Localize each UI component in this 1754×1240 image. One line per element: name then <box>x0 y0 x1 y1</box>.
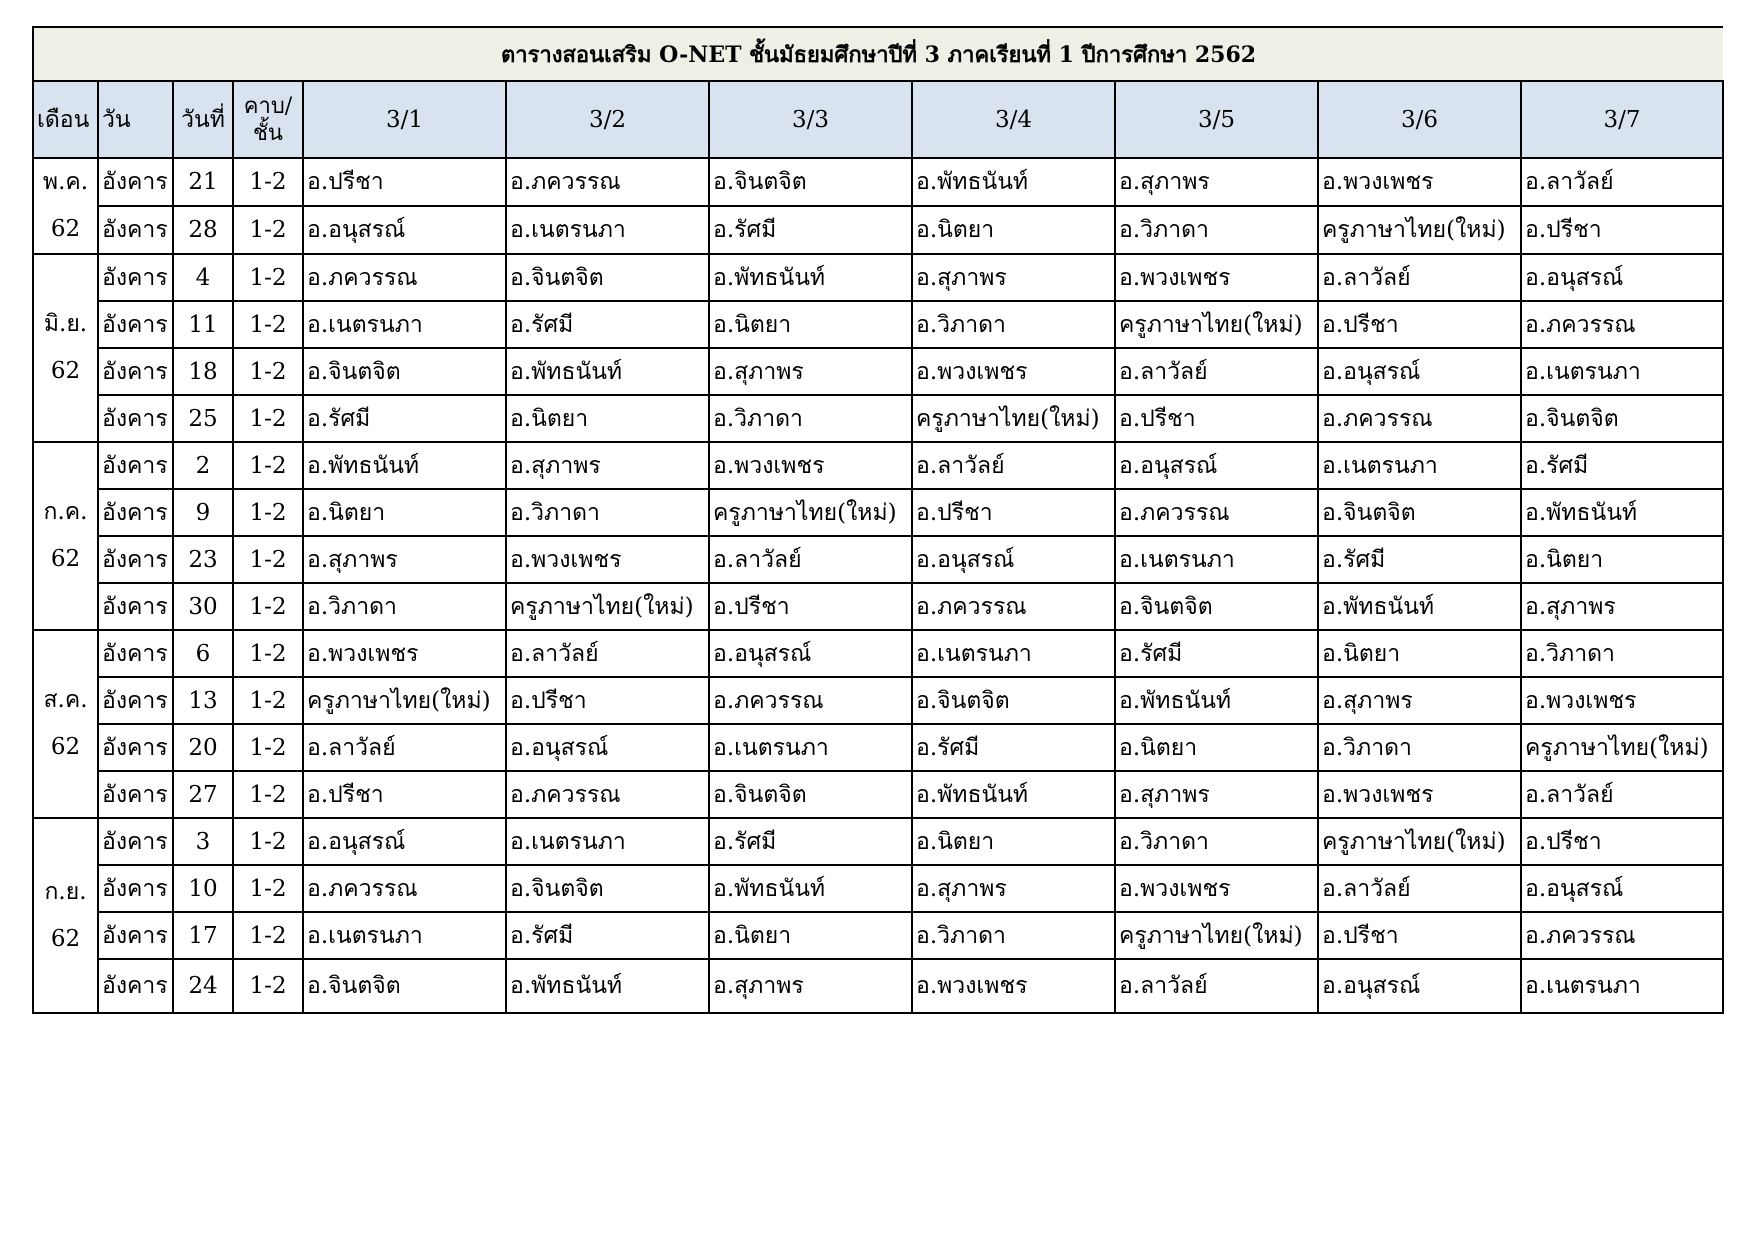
teacher-cell: อ.อนุสรณ์ <box>912 536 1115 583</box>
teacher-cell: อ.วิภาดา <box>709 395 912 442</box>
teacher-cell: อ.ปรีชา <box>912 489 1115 536</box>
teacher-cell: อ.รัศมี <box>709 818 912 865</box>
teacher-cell: อ.เนตรนภา <box>709 724 912 771</box>
date-cell: 28 <box>173 206 233 254</box>
schedule-table <box>32 26 1724 1014</box>
page-title: ตารางสอนเสริม O-NET ชั้นมัธยมศึกษาปีที่ 3 ภาคเรียนที่ 1 ปีการศึกษา 2562 <box>33 27 1723 81</box>
teacher-cell: อ.ภควรรณ <box>1521 301 1723 348</box>
day-cell: อังคาร <box>98 583 173 630</box>
teacher-cell: อ.รัศมี <box>506 912 709 959</box>
teacher-cell: อ.จินตจิต <box>303 959 506 1013</box>
month-cell <box>33 442 98 630</box>
teacher-cell: อ.จินตจิต <box>1318 489 1521 536</box>
period-cell: 1-2 <box>233 959 303 1013</box>
teacher-cell: อ.วิภาดา <box>912 301 1115 348</box>
teacher-cell: อ.รัศมี <box>303 395 506 442</box>
date-cell: 20 <box>173 724 233 771</box>
month-cell <box>33 818 98 1013</box>
date-cell: 27 <box>173 771 233 818</box>
header-class-3-7: 3/7 <box>1521 81 1723 158</box>
teacher-cell: อ.พัทธนันท์ <box>1521 489 1723 536</box>
month-cell <box>33 158 98 254</box>
teacher-cell: อ.อนุสรณ์ <box>303 818 506 865</box>
teacher-cell: อ.ภควรรณ <box>1115 489 1318 536</box>
table-row <box>33 865 1723 912</box>
table-row <box>33 536 1723 583</box>
month-cell <box>33 630 98 818</box>
teacher-cell: อ.อนุสรณ์ <box>1521 865 1723 912</box>
day-cell: อังคาร <box>98 301 173 348</box>
teacher-cell: อ.สุภาพร <box>709 959 912 1013</box>
month-year: 62 <box>50 925 81 952</box>
teacher-cell: อ.พัทธนันท์ <box>506 348 709 395</box>
table-row <box>33 724 1723 771</box>
period-cell: 1-2 <box>233 254 303 301</box>
month-year: 62 <box>50 734 81 760</box>
teacher-cell: อ.จินตจิต <box>506 865 709 912</box>
teacher-cell: อ.ปรีชา <box>1318 912 1521 959</box>
teacher-cell: อ.ภควรรณ <box>709 677 912 724</box>
header-class-3-2: 3/2 <box>506 81 709 158</box>
teacher-cell: อ.สุภาพร <box>303 536 506 583</box>
teacher-cell: ครูภาษาไทย(ใหม่) <box>1318 206 1521 254</box>
teacher-cell: อ.พัทธนันท์ <box>506 959 709 1013</box>
teacher-cell: อ.สุภาพร <box>912 254 1115 301</box>
table-row <box>33 348 1723 395</box>
teacher-cell: ครูภาษาไทย(ใหม่) <box>1115 912 1318 959</box>
teacher-cell: อ.ภควรรณ <box>506 771 709 818</box>
teacher-cell: อ.สุภาพร <box>506 442 709 489</box>
teacher-cell: อ.พวงเพชร <box>1115 865 1318 912</box>
teacher-cell: อ.ปรีชา <box>1115 395 1318 442</box>
date-cell: 4 <box>173 254 233 301</box>
teacher-cell: อ.ลาวัลย์ <box>303 724 506 771</box>
teacher-cell: อ.เนตรนภา <box>303 912 506 959</box>
date-cell: 30 <box>173 583 233 630</box>
teacher-cell: อ.เนตรนภา <box>912 630 1115 677</box>
teacher-cell: อ.ลาวัลย์ <box>912 442 1115 489</box>
title-row <box>33 27 1723 81</box>
day-cell: อังคาร <box>98 348 173 395</box>
table-row <box>33 912 1723 959</box>
teacher-cell: อ.นิตยา <box>1318 630 1521 677</box>
header-date: วันที่ <box>173 81 233 158</box>
teacher-cell: อ.อนุสรณ์ <box>1115 442 1318 489</box>
date-cell: 21 <box>173 158 233 206</box>
teacher-cell: อ.ภควรรณ <box>1521 912 1723 959</box>
table-row <box>33 583 1723 630</box>
day-cell: อังคาร <box>98 865 173 912</box>
header-class-3-1: 3/1 <box>303 81 506 158</box>
teacher-cell: อ.สุภาพร <box>709 348 912 395</box>
teacher-cell: อ.พัทธนันท์ <box>1115 677 1318 724</box>
teacher-cell: อ.ลาวัลย์ <box>506 630 709 677</box>
date-cell: 18 <box>173 348 233 395</box>
teacher-cell: อ.อนุสรณ์ <box>303 206 506 254</box>
teacher-cell: อ.อนุสรณ์ <box>709 630 912 677</box>
day-cell: อังคาร <box>98 677 173 724</box>
day-cell: อังคาร <box>98 536 173 583</box>
teacher-cell: อ.พวงเพชร <box>1115 254 1318 301</box>
teacher-cell: อ.เนตรนภา <box>1115 536 1318 583</box>
month-year: 62 <box>50 546 81 572</box>
teacher-cell: อ.นิตยา <box>506 395 709 442</box>
period-cell: 1-2 <box>233 677 303 724</box>
table-row <box>33 301 1723 348</box>
teacher-cell: อ.เนตรนภา <box>1521 348 1723 395</box>
table-row <box>33 254 1723 301</box>
table-row <box>33 442 1723 489</box>
header-period-line2: ชั้น <box>253 120 283 146</box>
teacher-cell: อ.ภควรรณ <box>1318 395 1521 442</box>
teacher-cell: อ.จินตจิต <box>506 254 709 301</box>
teacher-cell: อ.พัทธนันท์ <box>709 865 912 912</box>
period-cell: 1-2 <box>233 536 303 583</box>
teacher-cell: อ.พัทธนันท์ <box>303 442 506 489</box>
teacher-cell: อ.อนุสรณ์ <box>1318 959 1521 1013</box>
teacher-cell: อ.จินตจิต <box>709 158 912 206</box>
teacher-cell: ครูภาษาไทย(ใหม่) <box>1115 301 1318 348</box>
teacher-cell: อ.รัศมี <box>1318 536 1521 583</box>
day-cell: อังคาร <box>98 489 173 536</box>
teacher-cell: อ.ลาวัลย์ <box>1318 254 1521 301</box>
date-cell: 23 <box>173 536 233 583</box>
period-cell: 1-2 <box>233 489 303 536</box>
header-day: วัน <box>98 81 173 158</box>
teacher-cell: อ.อนุสรณ์ <box>1318 348 1521 395</box>
month-label: พ.ค. <box>42 169 89 195</box>
period-cell: 1-2 <box>233 771 303 818</box>
date-cell: 24 <box>173 959 233 1013</box>
schedule-body <box>33 158 1723 1013</box>
day-cell: อังคาร <box>98 442 173 489</box>
teacher-cell: อ.จินตจิต <box>709 771 912 818</box>
teacher-cell: อ.นิตยา <box>912 206 1115 254</box>
day-cell: อังคาร <box>98 158 173 206</box>
teacher-cell: อ.พวงเพชร <box>1318 158 1521 206</box>
table-row <box>33 489 1723 536</box>
teacher-cell: อ.เนตรนภา <box>506 818 709 865</box>
teacher-cell: อ.นิตยา <box>709 301 912 348</box>
teacher-cell: อ.ลาวัลย์ <box>709 536 912 583</box>
day-cell: อังคาร <box>98 724 173 771</box>
teacher-cell: อ.เนตรนภา <box>1318 442 1521 489</box>
teacher-cell: อ.วิภาดา <box>1115 206 1318 254</box>
month-label: มิ.ย. <box>43 311 88 337</box>
day-cell: อังคาร <box>98 206 173 254</box>
header-class-3-6: 3/6 <box>1318 81 1521 158</box>
period-cell: 1-2 <box>233 206 303 254</box>
day-cell: อังคาร <box>98 771 173 818</box>
teacher-cell: อ.พัทธนันท์ <box>912 771 1115 818</box>
month-label: ส.ค. <box>43 687 88 713</box>
teacher-cell: อ.พวงเพชร <box>506 536 709 583</box>
period-cell: 1-2 <box>233 724 303 771</box>
teacher-cell: อ.นิตยา <box>303 489 506 536</box>
teacher-cell: อ.ลาวัลย์ <box>1318 865 1521 912</box>
table-row <box>33 959 1723 1013</box>
teacher-cell: อ.นิตยา <box>1521 536 1723 583</box>
teacher-cell: อ.ปรีชา <box>1318 301 1521 348</box>
date-cell: 2 <box>173 442 233 489</box>
date-cell: 13 <box>173 677 233 724</box>
header-class-3-5: 3/5 <box>1115 81 1318 158</box>
teacher-cell: อ.ปรีชา <box>506 677 709 724</box>
teacher-cell: อ.จินตจิต <box>1521 395 1723 442</box>
table-row <box>33 677 1723 724</box>
header-period-line1: คาบ/ <box>243 93 293 119</box>
date-cell: 3 <box>173 818 233 865</box>
teacher-cell: อ.สุภาพร <box>1115 158 1318 206</box>
teacher-cell: อ.ปรีชา <box>303 158 506 206</box>
teacher-cell: อ.พัทธนันท์ <box>912 158 1115 206</box>
teacher-cell: อ.พวงเพชร <box>912 348 1115 395</box>
day-cell: อังคาร <box>98 912 173 959</box>
period-cell: 1-2 <box>233 348 303 395</box>
teacher-cell: อ.สุภาพร <box>1521 583 1723 630</box>
teacher-cell: อ.ภควรรณ <box>912 583 1115 630</box>
teacher-cell: อ.อนุสรณ์ <box>1521 254 1723 301</box>
teacher-cell: ครูภาษาไทย(ใหม่) <box>506 583 709 630</box>
teacher-cell: อ.ภควรรณ <box>506 158 709 206</box>
day-cell: อังคาร <box>98 395 173 442</box>
month-year: 62 <box>50 216 81 242</box>
day-cell: อังคาร <box>98 818 173 865</box>
teacher-cell: อ.วิภาดา <box>1318 724 1521 771</box>
date-cell: 11 <box>173 301 233 348</box>
teacher-cell: อ.นิตยา <box>912 818 1115 865</box>
table-row <box>33 395 1723 442</box>
teacher-cell: อ.พวงเพชร <box>1318 771 1521 818</box>
teacher-cell: อ.รัศมี <box>709 206 912 254</box>
day-cell: อังคาร <box>98 630 173 677</box>
period-cell: 1-2 <box>233 158 303 206</box>
teacher-cell: อ.วิภาดา <box>1115 818 1318 865</box>
teacher-cell: อ.ปรีชา <box>1521 206 1723 254</box>
teacher-cell: อ.วิภาดา <box>1521 630 1723 677</box>
teacher-cell: อ.เนตรนภา <box>1521 959 1723 1013</box>
table-row <box>33 818 1723 865</box>
teacher-cell: ครูภาษาไทย(ใหม่) <box>1318 818 1521 865</box>
teacher-cell: อ.สุภาพร <box>1115 771 1318 818</box>
period-cell: 1-2 <box>233 301 303 348</box>
header-month: เดือน <box>33 81 98 158</box>
teacher-cell: อ.พวงเพชร <box>709 442 912 489</box>
table-row <box>33 206 1723 254</box>
teacher-cell: อ.ลาวัลย์ <box>1521 771 1723 818</box>
period-cell: 1-2 <box>233 442 303 489</box>
teacher-cell: อ.จินตจิต <box>303 348 506 395</box>
teacher-cell: อ.ลาวัลย์ <box>1115 959 1318 1013</box>
header-class-3-4: 3/4 <box>912 81 1115 158</box>
teacher-cell: ครูภาษาไทย(ใหม่) <box>912 395 1115 442</box>
teacher-cell: อ.รัศมี <box>1115 630 1318 677</box>
teacher-cell: อ.นิตยา <box>1115 724 1318 771</box>
month-label: ก.ย. <box>44 878 87 905</box>
teacher-cell: อ.วิภาดา <box>506 489 709 536</box>
teacher-cell: อ.รัศมี <box>1521 442 1723 489</box>
period-cell: 1-2 <box>233 583 303 630</box>
header-period <box>233 81 303 158</box>
month-year: 62 <box>50 358 81 384</box>
header-row <box>33 81 1723 158</box>
period-cell: 1-2 <box>233 912 303 959</box>
period-cell: 1-2 <box>233 395 303 442</box>
header-class-3-3: 3/3 <box>709 81 912 158</box>
teacher-cell: ครูภาษาไทย(ใหม่) <box>303 677 506 724</box>
teacher-cell: อ.ลาวัลย์ <box>1115 348 1318 395</box>
date-cell: 9 <box>173 489 233 536</box>
teacher-cell: อ.ลาวัลย์ <box>1521 158 1723 206</box>
teacher-cell: อ.รัศมี <box>506 301 709 348</box>
teacher-cell: อ.พวงเพชร <box>912 959 1115 1013</box>
teacher-cell: อ.ปรีชา <box>303 771 506 818</box>
teacher-cell: อ.พวงเพชร <box>1521 677 1723 724</box>
teacher-cell: ครูภาษาไทย(ใหม่) <box>709 489 912 536</box>
day-cell: อังคาร <box>98 959 173 1013</box>
date-cell: 6 <box>173 630 233 677</box>
teacher-cell: ครูภาษาไทย(ใหม่) <box>1521 724 1723 771</box>
teacher-cell: อ.ปรีชา <box>1521 818 1723 865</box>
teacher-cell: อ.สุภาพร <box>1318 677 1521 724</box>
day-cell: อังคาร <box>98 254 173 301</box>
table-row <box>33 630 1723 677</box>
teacher-cell: อ.ปรีชา <box>709 583 912 630</box>
teacher-cell: อ.จินตจิต <box>1115 583 1318 630</box>
teacher-cell: อ.วิภาดา <box>303 583 506 630</box>
teacher-cell: อ.สุภาพร <box>912 865 1115 912</box>
teacher-cell: อ.พัทธนันท์ <box>709 254 912 301</box>
teacher-cell: อ.รัศมี <box>912 724 1115 771</box>
teacher-cell: อ.อนุสรณ์ <box>506 724 709 771</box>
teacher-cell: อ.พวงเพชร <box>303 630 506 677</box>
teacher-cell: อ.เนตรนภา <box>303 301 506 348</box>
date-cell: 17 <box>173 912 233 959</box>
month-label: ก.ค. <box>43 499 88 525</box>
table-row <box>33 771 1723 818</box>
month-cell <box>33 254 98 442</box>
period-cell: 1-2 <box>233 630 303 677</box>
period-cell: 1-2 <box>233 865 303 912</box>
date-cell: 25 <box>173 395 233 442</box>
table-row <box>33 158 1723 206</box>
teacher-cell: อ.ภควรรณ <box>303 865 506 912</box>
teacher-cell: อ.จินตจิต <box>912 677 1115 724</box>
teacher-cell: อ.ภควรรณ <box>303 254 506 301</box>
teacher-cell: อ.เนตรนภา <box>506 206 709 254</box>
teacher-cell: อ.พัทธนันท์ <box>1318 583 1521 630</box>
period-cell: 1-2 <box>233 818 303 865</box>
date-cell: 10 <box>173 865 233 912</box>
teacher-cell: อ.นิตยา <box>709 912 912 959</box>
teacher-cell: อ.วิภาดา <box>912 912 1115 959</box>
